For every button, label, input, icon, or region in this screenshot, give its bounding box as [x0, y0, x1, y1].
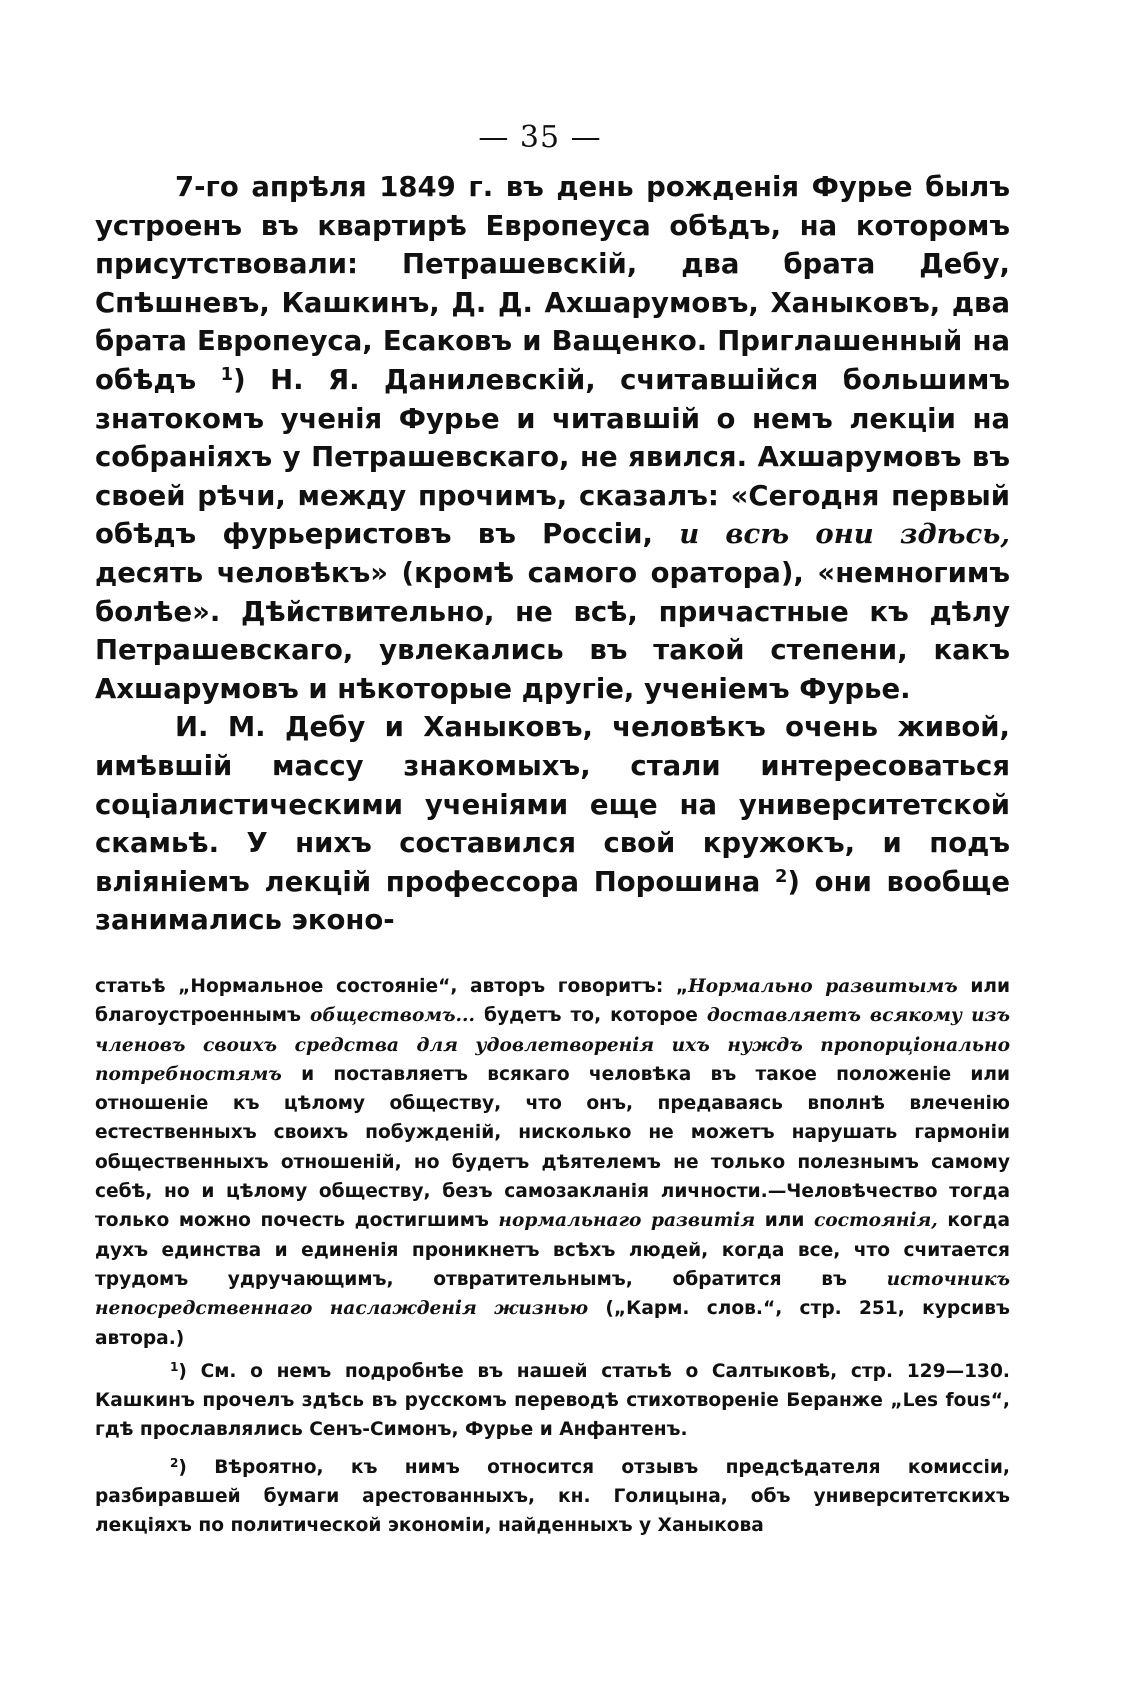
footnote-cont-italic: нормальнаго развитія: [498, 1210, 756, 1232]
paragraph-2-text-b: ) они вообще занимались эконо-: [95, 865, 1010, 937]
paragraph-2-text-a: И. М. Дебу и Ханыковъ, человѣкъ очень живой, имѣвшій массу знакомыхъ, стали интересоваться соціалистическими ученіями еще на университетской скамьѣ. У нихъ составился свой кружокъ, и подъ вліяніемъ лекцій профессора Порошина: [95, 711, 1010, 898]
footnotes: [95, 972, 1010, 1541]
footnote-cont-italic: доставляетъ всякому изъ членовъ своихъ средства для удовлетворенія ихъ нуждъ пропорціонально потребностямъ: [95, 1005, 1010, 1085]
footnote-2-mark: 2: [170, 1455, 179, 1470]
paragraph-1-italic: и всѣ они здѣсь,: [679, 518, 1010, 551]
main-text: [95, 168, 1010, 940]
footnote-2-text: ) Вѣроятно, къ нимъ относится отзывъ предсѣдателя комиссіи, разбиравшей бумаги арестованныхъ, кн. Голицына, объ университетскихъ лекціяхъ по политической экономіи, найденныхъ у Ханыкова: [95, 1456, 1010, 1537]
footnote-cont-italic: обществомъ...: [309, 1005, 475, 1027]
footnote-cont-text: или: [764, 1210, 805, 1232]
footnote-continuation: [95, 972, 1010, 1353]
footnote-ref-2: 2: [774, 865, 788, 887]
paragraph-1-text-c: десять человѣкъ» (кромѣ самого оратора), «немногимъ болѣе». Дѣйствительно, не всѣ, причастные къ дѣлу Петрашевскаго, увлекались въ такой степени, какъ Ахшарумовъ и нѣкоторые другіе, ученіемъ Фурье.: [95, 556, 1010, 705]
footnote-cont-text: когда духъ единства и единенія проникнетъ всѣхъ людей, когда все, что считается трудомъ удручающимъ, отвратительнымъ, обратится въ: [95, 1210, 1010, 1290]
footnote-cont-text: и поставляетъ всякаго человѣка въ такое положеніе или отношеніе къ цѣлому обществу, что онъ, предаваясь вполнѣ влеченію естественныхъ своихъ побужденій, нисколько не можетъ нарушать гармоніи общественныхъ отношеній, но будетъ дѣятелемъ не только полезнымъ самому себѣ, но и цѣлому обществу, безъ самозакланія личности.—Человѣчество тогда только можно почесть достигшимъ: [95, 1063, 1010, 1232]
footnote-1-mark: 1: [170, 1359, 179, 1374]
footnote-2: [95, 1453, 1010, 1541]
footnote-1-text: ) См. о немъ подробнѣе въ нашей статьѣ о Салтыковѣ, стр. 129—130. Кашкинъ прочелъ здѣсь въ русскомъ переводѣ стихотвореніе Беранже „Les fous“, гдѣ прославлялись Сенъ-Симонъ, Фурье и Анфантенъ.: [95, 1360, 1010, 1441]
footnote-cont-italic: состоянія,: [813, 1210, 938, 1232]
paragraph-1-text-b: ) Н. Я. Данилевскій, считавшійся большимъ знатокомъ ученія Фурье и читавшій о немъ лекціи на собраніяхъ у Петрашевскаго, не явился. Ахшарумовъ въ своей рѣчи, между прочимъ, сказалъ: «Сегодня первый обѣдъ фурьеристовъ въ Россіи,: [95, 363, 1010, 551]
footnote-ref-1: 1: [220, 364, 234, 386]
footnote-cont-text: или благоустроеннымъ: [95, 976, 1010, 1027]
footnote-cont-text: („Карм. слов.“, стр. 251, курсивъ автора.): [95, 1298, 1010, 1349]
paragraph-1-text-a: 7-го апрѣля 1849 г. въ день рожденія Фурье былъ устроенъ въ квартирѣ Европеуса обѣдъ, на которомъ присутствовали: Петрашевскій, два брата Дебу, Спѣшневъ, Кашкинъ, Д. Д. Ахшарумовъ, Ханыковъ, два брата Европеуса, Есаковъ и Ващенко. Приглашенный на обѣдъ: [95, 171, 1010, 396]
footnote-cont-text: будетъ то, которое: [484, 1005, 698, 1027]
footnote-cont-italic: источникъ непосредственнаго наслажденія жизнью: [95, 1268, 1010, 1320]
footnote-cont-text: статьѣ „Нормальное состояніе“, авторъ говоритъ: „: [95, 976, 689, 997]
footnote-cont-italic: Нормально развитымъ: [688, 976, 958, 997]
paragraph-2: [95, 708, 1010, 940]
paragraph-1: [95, 168, 1010, 708]
footnote-1: [95, 1357, 1010, 1445]
page-number: — 35 —: [478, 120, 602, 155]
